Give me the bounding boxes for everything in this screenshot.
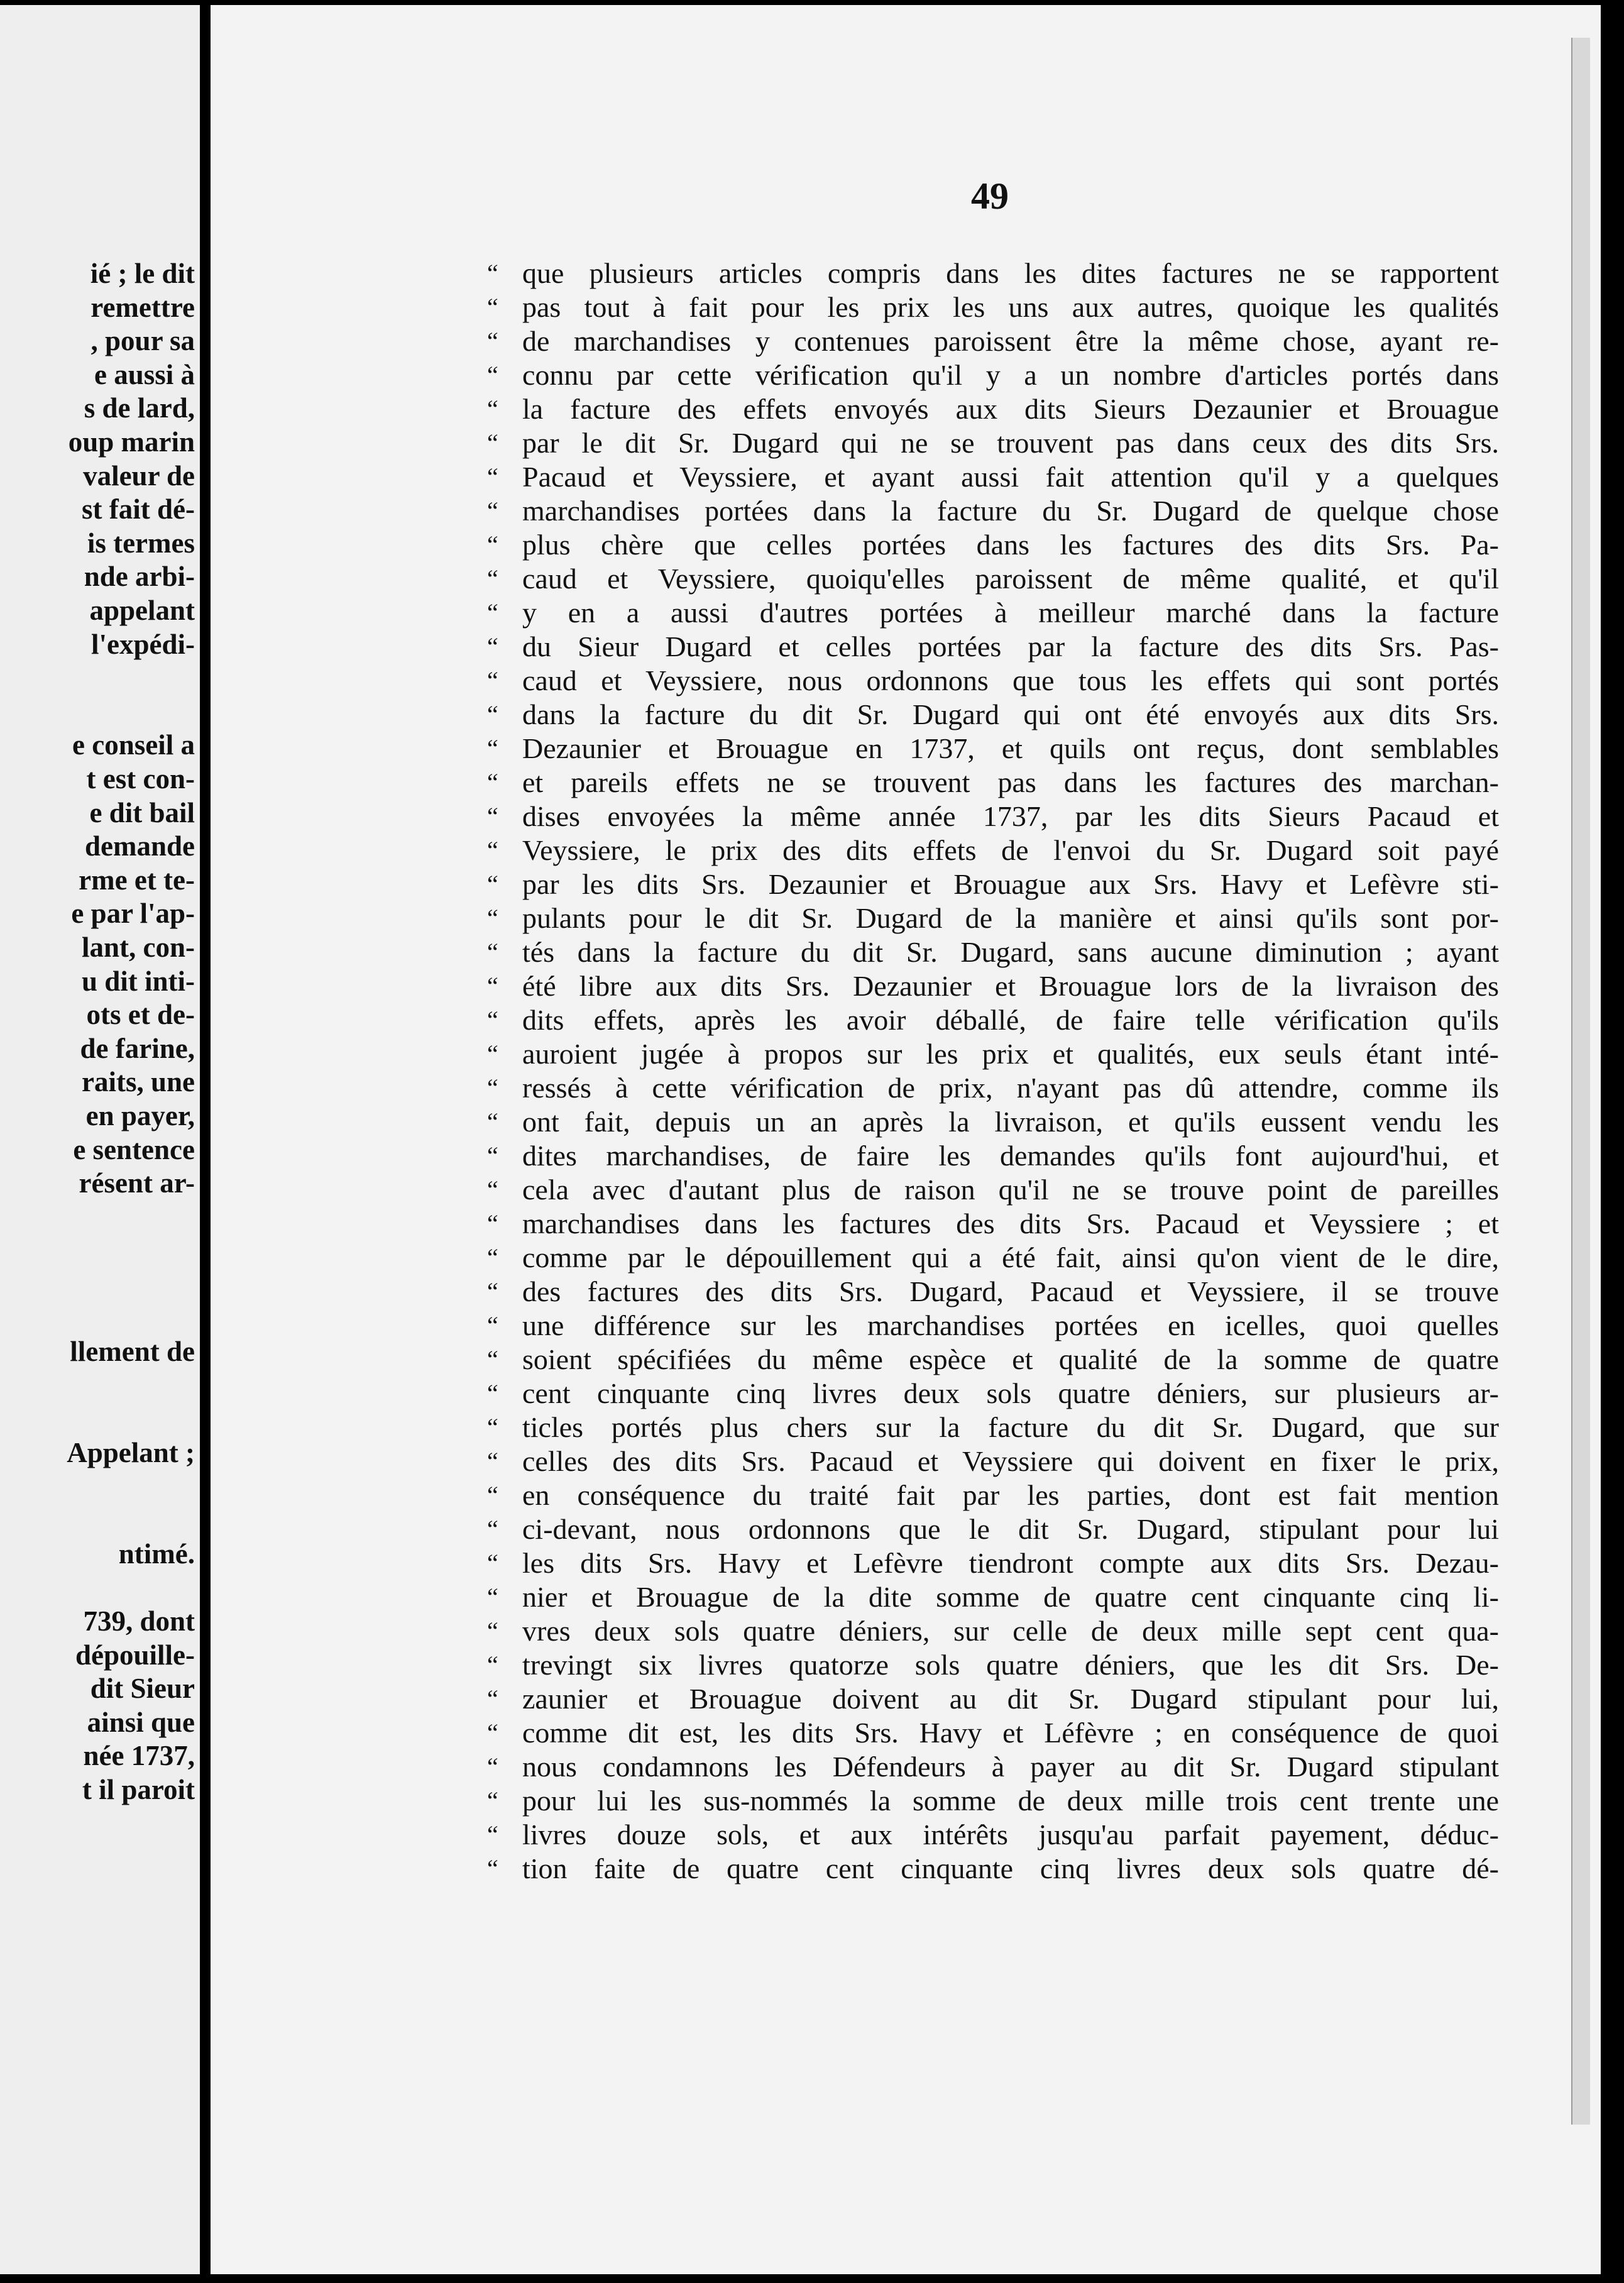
quote-mark: “	[487, 497, 498, 525]
quote-mark: “	[487, 429, 498, 457]
quote-mark: “	[487, 632, 498, 661]
left-page-line: de farine,	[80, 1032, 195, 1064]
line-text: dans la facture du dit Sr. Dugard qui ont été envoyés aux dits Srs.	[522, 698, 1499, 730]
left-page-line: st fait dé-	[82, 493, 195, 525]
text-line	[487, 1003, 1499, 1037]
line-text: ressés à cette vérification de prix, n'ayant pas dû attendre, comme ils	[522, 1072, 1499, 1104]
line-text: caud et Veyssiere, quoiqu'elles paroissent de même qualité, et qu'il	[522, 563, 1499, 595]
left-page-line: , pour sa	[91, 325, 195, 357]
text-line	[487, 1546, 1499, 1580]
left-page-line: remettre	[91, 291, 195, 323]
left-page-line: valeur de	[83, 459, 195, 492]
left-page-line: llement de	[70, 1336, 195, 1368]
line-text: les dits Srs. Havy et Lefèvre tiendront compte aux dits Srs. Dezau-	[522, 1547, 1499, 1579]
text-line	[487, 1512, 1499, 1546]
page-number: 49	[971, 175, 1009, 217]
left-page-line: dépouille-	[75, 1639, 195, 1671]
line-text: par les dits Srs. Dezaunier et Brouague aux Srs. Havy et Lefèvre sti-	[522, 868, 1499, 900]
left-page-line: dit Sieur	[90, 1673, 195, 1705]
quote-mark: “	[487, 531, 498, 559]
quote-mark: “	[487, 938, 498, 966]
line-text: tion faite de quatre cent cinquante cinq livres deux sols quatre dé-	[522, 1852, 1499, 1884]
text-line	[487, 256, 1499, 290]
text-line	[487, 1207, 1499, 1241]
quote-mark: “	[487, 768, 498, 796]
left-page-line: lant, con-	[82, 932, 195, 963]
quote-mark: “	[487, 1345, 498, 1373]
text-line	[487, 1750, 1499, 1784]
quote-mark: “	[487, 1175, 498, 1204]
text-line	[487, 698, 1499, 732]
left-page-line: s de lard,	[84, 392, 195, 424]
quote-mark: “	[487, 802, 498, 830]
text-line	[487, 392, 1499, 426]
quote-mark: “	[487, 734, 498, 762]
line-text: une différence sur les marchandises portées en icelles, quoi quelles	[522, 1309, 1499, 1341]
text-line	[487, 935, 1499, 969]
text-line	[487, 1614, 1499, 1648]
quote-mark: “	[487, 1040, 498, 1068]
line-text: cent cinquante cinq livres deux sols quatre déniers, sur plusieurs ar-	[522, 1377, 1499, 1409]
text-line	[487, 1037, 1499, 1071]
text-line	[487, 1377, 1499, 1411]
quote-mark: “	[487, 1651, 498, 1679]
text-line	[487, 324, 1499, 358]
text-line	[487, 766, 1499, 800]
line-text: par le dit Sr. Dugard qui ne se trouvent pas dans ceux des dits Srs.	[522, 427, 1499, 459]
quote-mark: “	[487, 870, 498, 898]
line-text: et pareils effets ne se trouvent pas dans les factures des marchan-	[522, 766, 1499, 798]
quote-mark: “	[487, 904, 498, 932]
left-page-line: résent ar-	[79, 1167, 195, 1199]
line-text: connu par cette vérification qu'il y a un nombre d'articles portés dans	[522, 359, 1499, 391]
text-line	[487, 562, 1499, 596]
line-text: tés dans la facture du dit Sr. Dugard, sans aucune diminution ; ayant	[522, 936, 1499, 968]
left-page-line: ntimé.	[118, 1538, 195, 1570]
quote-mark: “	[487, 1685, 498, 1713]
quote-mark: “	[487, 463, 498, 491]
quote-mark: “	[487, 1719, 498, 1747]
quote-mark: “	[487, 1243, 498, 1272]
line-text: Pacaud et Veyssiere, et ayant aussi fait attention qu'il y a quelques	[522, 461, 1499, 493]
quote-mark: “	[487, 598, 498, 627]
left-page-line: nde arbi-	[84, 561, 195, 593]
text-line	[487, 1071, 1499, 1105]
text-line	[487, 867, 1499, 901]
quote-mark: “	[487, 1209, 498, 1238]
quote-mark: “	[487, 1413, 498, 1441]
quote-mark: “	[487, 1379, 498, 1407]
left-page-line: e aussi à	[94, 358, 195, 390]
line-text: été libre aux dits Srs. Dezaunier et Brouague lors de la livraison des	[522, 970, 1499, 1002]
line-text: y en a aussi d'autres portées à meilleur marché dans la facture	[522, 597, 1499, 629]
line-text: pulants pour le dit Sr. Dugard de la manière et ainsi qu'ils sont por-	[522, 902, 1499, 934]
text-line	[487, 630, 1499, 664]
quote-mark: “	[487, 1786, 498, 1815]
left-page-line: en payer,	[85, 1100, 195, 1131]
page-edge	[1571, 38, 1590, 2125]
quote-mark: “	[487, 395, 498, 423]
line-text: Dezaunier et Brouague en 1737, et quils ont reçus, dont semblables	[522, 732, 1499, 764]
left-page-line: Appelant ;	[67, 1437, 195, 1468]
quote-mark: “	[487, 1549, 498, 1577]
line-text: zaunier et Brouague doivent au dit Sr. Dugard stipulant pour lui,	[522, 1683, 1499, 1715]
text-line	[487, 1173, 1499, 1207]
line-text: que plusieurs articles compris dans les dites factures ne se rapportent	[522, 257, 1499, 289]
quote-mark: “	[487, 327, 498, 355]
quote-mark: “	[487, 1617, 498, 1645]
quote-mark: “	[487, 1311, 498, 1340]
text-line	[487, 1852, 1499, 1886]
text-line	[487, 290, 1499, 324]
quote-mark: “	[487, 836, 498, 864]
left-page-line: demande	[84, 830, 195, 862]
quote-mark: “	[487, 564, 498, 593]
left-page-line: is termes	[87, 527, 195, 559]
text-line	[487, 1444, 1499, 1478]
text-line	[487, 1682, 1499, 1716]
line-text: de marchandises y contenues paroissent être la même chose, ayant re-	[522, 325, 1499, 357]
line-text: marchandises portées dans la facture du Sr. Dugard de quelque chose	[522, 495, 1499, 527]
left-page-line: raits, une	[82, 1066, 195, 1098]
quote-mark: “	[487, 972, 498, 1000]
text-line	[487, 528, 1499, 562]
line-text: nous condamnons les Défendeurs à payer au dit Sr. Dugard stipulant	[522, 1751, 1499, 1783]
text-line	[487, 1580, 1499, 1614]
line-text: soient spécifiées du même espèce et qualité de la somme de quatre	[522, 1343, 1499, 1375]
quote-mark: “	[487, 259, 498, 287]
line-text: la facture des effets envoyés aux dits Sieurs Dezaunier et Brouague	[522, 393, 1499, 425]
line-text: ticles portés plus chers sur la facture du dit Sr. Dugard, que sur	[522, 1411, 1499, 1443]
text-line	[487, 1105, 1499, 1139]
quote-mark: “	[487, 1481, 498, 1509]
quote-mark: “	[487, 1752, 498, 1781]
left-page-line: ots et de-	[86, 999, 195, 1031]
line-text: marchandises dans les factures des dits Srs. Pacaud et Veyssiere ; et	[522, 1208, 1499, 1240]
quote-mark: “	[487, 1854, 498, 1883]
left-page-line: née 1737,	[83, 1740, 195, 1772]
line-text: Veyssiere, le prix des dits effets de l'envoi du Sr. Dugard soit payé	[522, 834, 1499, 866]
quote-mark: “	[487, 666, 498, 695]
quote-mark: “	[487, 361, 498, 389]
text-line	[487, 426, 1499, 460]
line-text: ci-devant, nous ordonnons que le dit Sr. Dugard, stipulant pour lui	[522, 1513, 1499, 1545]
line-text: dises envoyées la même année 1737, par les dits Sieurs Pacaud et	[522, 800, 1499, 832]
left-page-fragment	[0, 5, 200, 2274]
quote-mark: “	[487, 1515, 498, 1543]
text-line	[487, 1478, 1499, 1512]
line-text: dits effets, après les avoir déballé, de faire telle vérification qu'ils	[522, 1004, 1499, 1036]
quote-mark: “	[487, 700, 498, 729]
text-line	[487, 1139, 1499, 1173]
left-page-line: e dit bail	[89, 796, 195, 828]
text-line	[487, 1309, 1499, 1343]
quote-mark: “	[487, 1074, 498, 1102]
quote-mark: “	[487, 1277, 498, 1306]
left-page-line: e sentence	[73, 1133, 195, 1165]
line-text: cela avec d'autant plus de raison qu'il ne se trouve point de pareilles	[522, 1174, 1499, 1206]
left-page-line: l'expédi-	[91, 628, 195, 660]
line-text: pas tout à fait pour les prix les uns aux autres, quoique les qualités	[522, 291, 1499, 323]
line-text: auroient jugée à propos sur les prix et qualités, eux seuls étant inté-	[522, 1038, 1499, 1070]
line-text: dites marchandises, de faire les demandes qu'ils font aujourd'hui, et	[522, 1140, 1499, 1172]
line-text: nier et Brouague de la dite somme de quatre cent cinquante cinq li-	[522, 1581, 1499, 1613]
text-line	[487, 1818, 1499, 1852]
text-line	[487, 1411, 1499, 1444]
line-text: livres douze sols, et aux intérêts jusqu'au parfait payement, déduc-	[522, 1818, 1499, 1851]
text-line	[487, 1716, 1499, 1750]
text-line	[487, 901, 1499, 935]
line-text: du Sieur Dugard et celles portées par la facture des dits Srs. Pas-	[522, 630, 1499, 663]
left-page-line: 739, dont	[83, 1605, 195, 1637]
text-line	[487, 833, 1499, 867]
left-page-line: appelant	[89, 595, 195, 626]
text-line	[487, 494, 1499, 528]
left-page-line: ié ; le dit	[90, 258, 195, 289]
line-text: comme par le dépouillement qui a été fait, ainsi qu'on vient de le dire,	[522, 1241, 1499, 1274]
quote-mark: “	[487, 1108, 498, 1136]
text-line	[487, 1343, 1499, 1377]
text-line	[487, 800, 1499, 833]
quote-mark: “	[487, 1006, 498, 1034]
text-line	[487, 596, 1499, 630]
page	[211, 5, 1601, 2274]
line-text: en conséquence du traité fait par les parties, dont est fait mention	[522, 1479, 1499, 1511]
text-line	[487, 1275, 1499, 1309]
text-line	[487, 1648, 1499, 1682]
text-line	[487, 1784, 1499, 1818]
left-page-line: u dit inti-	[81, 965, 195, 997]
quote-mark: “	[487, 1583, 498, 1611]
quote-mark: “	[487, 293, 498, 321]
line-text: caud et Veyssiere, nous ordonnons que tous les effets qui sont portés	[522, 664, 1499, 696]
line-text: ont fait, depuis un an après la livraison, et qu'ils eussent vendu les	[522, 1106, 1499, 1138]
text-line	[487, 664, 1499, 698]
line-text: trevingt six livres quatorze sols quatre déniers, que les dit Srs. De-	[522, 1649, 1499, 1681]
line-text: vres deux sols quatre déniers, sur celle de deux mille sept cent qua-	[522, 1615, 1499, 1647]
line-text: plus chère que celles portées dans les factures des dits Srs. Pa-	[522, 529, 1499, 561]
left-page-line: e conseil a	[72, 729, 195, 761]
line-text: comme dit est, les dits Srs. Havy et Léfèvre ; en conséquence de quoi	[522, 1717, 1499, 1749]
left-page-line: ainsi que	[87, 1706, 195, 1738]
quote-mark: “	[487, 1142, 498, 1170]
quote-mark: “	[487, 1820, 498, 1849]
left-page-line: oup marin	[68, 426, 195, 458]
left-page-line: rme et te-	[79, 864, 195, 896]
text-line	[487, 358, 1499, 392]
left-page-line: t est con-	[86, 763, 195, 795]
quote-mark: “	[487, 1447, 498, 1475]
line-text: celles des dits Srs. Pacaud et Veyssiere qui doivent en fixer le prix,	[522, 1445, 1499, 1477]
left-page-line: t il paroit	[82, 1774, 195, 1805]
text-line	[487, 1241, 1499, 1275]
text-line	[487, 732, 1499, 766]
line-text: pour lui les sus-nommés la somme de deux mille trois cent trente une	[522, 1785, 1499, 1817]
text-line	[487, 460, 1499, 494]
body-text	[487, 256, 1499, 1886]
text-line	[487, 969, 1499, 1003]
line-text: des factures des dits Srs. Dugard, Pacaud et Veyssiere, il se trouve	[522, 1275, 1499, 1307]
left-page-line: e par l'ap-	[71, 898, 195, 930]
